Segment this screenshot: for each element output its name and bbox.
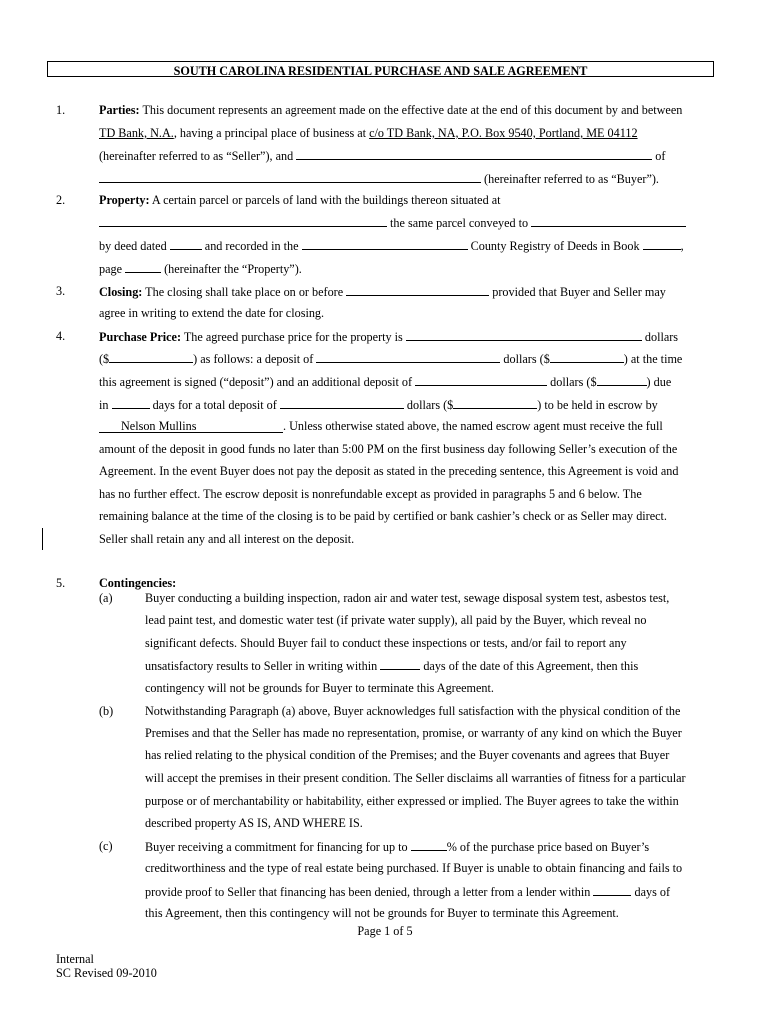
section-2-line-3 xyxy=(99,239,684,252)
item-a-line-5: contingency will not be grounds for Buyer to terminate this Agreement. xyxy=(145,681,494,695)
item-a-line-3: significant defects. Should Buyer fail to conduct these inspections or tests, and/or fail to report any xyxy=(145,636,627,650)
section-5-heading xyxy=(99,577,176,589)
section-1-text: This document represents an agreement made on the effective date at the end of this document by and between xyxy=(142,103,683,117)
price-text: The agreed purchase price for the property is xyxy=(183,330,403,344)
closing-text-2: provided that Buyer and Seller may xyxy=(492,285,666,299)
section-3-number: 3. xyxy=(56,284,66,298)
section-3-line-1 xyxy=(99,285,666,298)
page-number: Page 1 of 5 xyxy=(357,924,413,938)
recorded-label: and recorded in the xyxy=(204,239,299,253)
section-4-line-3 xyxy=(99,375,671,388)
section-1-number: 1. xyxy=(56,103,66,117)
section-1-mid: , having a principal place of business at xyxy=(173,126,370,140)
section-1-line-1 xyxy=(99,104,682,116)
section-4-line-9: remaining balance at the time of the closing is to be paid by certified or bank cashier’s check or as Seller may direct. xyxy=(99,509,667,523)
footer-internal: Internal xyxy=(56,952,94,966)
item-c-label: (c) xyxy=(99,839,113,853)
dollars-label-3: dollars ($ xyxy=(550,375,597,389)
seller-name[interactable]: TD Bank, N.A. xyxy=(99,126,174,140)
item-c-text: Buyer receiving a commitment for financing for up to xyxy=(145,840,408,854)
section-1-heading: Parties: xyxy=(99,103,140,117)
item-a-line-1: Buyer conducting a building inspection, radon air and water test, sewage disposal system test, asbestos test, xyxy=(145,591,670,605)
buyer-address-field[interactable] xyxy=(99,172,481,183)
section-1-buyer-ref: (hereinafter referred to as “Buyer”). xyxy=(484,172,659,186)
total-deposit-amount-field[interactable] xyxy=(453,398,537,409)
dollars-label-2: dollars ($ xyxy=(503,352,550,366)
section-4-line-4 xyxy=(99,398,658,411)
days-field[interactable] xyxy=(112,398,150,409)
inspection-days-field[interactable] xyxy=(380,659,420,670)
conveyed-to-field[interactable] xyxy=(531,216,686,227)
financing-days-field[interactable] xyxy=(593,885,631,896)
section-1-of: of xyxy=(655,149,666,163)
deed-dated-label: by deed dated xyxy=(99,239,167,253)
deed-date-field[interactable] xyxy=(170,239,202,250)
item-b-line-1: Notwithstanding Paragraph (a) above, Buyer acknowledges full satisfaction with the physical condition of the xyxy=(145,704,681,718)
in-label: in xyxy=(99,398,109,412)
at-time-label: ) at the time xyxy=(623,352,683,366)
section-4-heading: Purchase Price: xyxy=(99,330,182,344)
section-2-heading: Property: xyxy=(99,193,150,207)
item-a-label: (a) xyxy=(99,591,113,605)
escrow-text: ) to be held in escrow by xyxy=(537,398,658,412)
item-b-line-5: purpose or of merchantability or habitability, either expressed or implied. The Buyer agrees to take the within xyxy=(145,794,679,808)
due-label: ) due xyxy=(646,375,672,389)
total-deposit-text: days for a total deposit of xyxy=(152,398,277,412)
book-field[interactable] xyxy=(643,239,681,250)
deposit-amount-field[interactable] xyxy=(550,352,624,363)
section-4-line-5 xyxy=(99,420,663,433)
item-c-line-2: creditworthiness and the type of real estate being purchased. If Buyer is unable to obtain financing and fails to xyxy=(145,861,683,875)
item-a-line-2: lead paint test, and domestic water test (if private water supply), all paid by the Buyer, which reveal no xyxy=(145,613,647,627)
title-box xyxy=(47,61,714,77)
item-b-label: (b) xyxy=(99,704,114,718)
section-3-heading: Closing: xyxy=(99,285,143,299)
deposit-words-field[interactable] xyxy=(316,352,500,363)
item-a-text: unsatisfactory results to Seller in writing within xyxy=(145,659,378,673)
document-title: SOUTH CAROLINA RESIDENTIAL PURCHASE AND SALE AGREEMENT xyxy=(173,64,588,78)
section-1-line-4 xyxy=(99,172,659,185)
section-2-text: A certain parcel or parcels of land with the buildings thereon situated at xyxy=(151,193,501,207)
section-1-line-3 xyxy=(99,149,665,162)
purchase-price-amount-field[interactable] xyxy=(109,352,193,363)
dollars-label: dollars xyxy=(644,330,679,344)
additional-deposit-amount-field[interactable] xyxy=(597,375,647,386)
additional-deposit-text: this agreement is signed (“deposit”) and an additional deposit of xyxy=(99,375,413,389)
purchase-price-words-field[interactable] xyxy=(406,330,642,341)
buyer-name-field[interactable] xyxy=(296,149,652,160)
item-c-line-3 xyxy=(145,885,670,898)
section-1-line-2 xyxy=(99,127,638,139)
closing-text: The closing shall take place on or before xyxy=(145,285,344,299)
escrow-text-2: . Unless otherwise stated above, the named escrow agent must receive the full xyxy=(283,419,663,433)
footer-revised: SC Revised 09-2010 xyxy=(56,966,157,980)
property-ref: (hereinafter the “Property”). xyxy=(164,262,302,276)
item-c-line-4: this Agreement, then this contingency will not be grounds for Buyer to terminate this Agreement. xyxy=(145,906,619,920)
financing-percent-field[interactable] xyxy=(411,840,447,851)
county-field[interactable] xyxy=(302,239,468,250)
section-4-line-6: amount of the deposit in good funds no later than 5:00 PM on the first business day following Seller’s execution of the xyxy=(99,442,678,456)
section-3-line-2: agree in writing to extend the date for closing. xyxy=(99,306,325,320)
item-b-line-4: will accept the premises in their present condition. The Seller disclaims all warranties of fitness for a particular xyxy=(145,771,686,785)
item-c-line-1 xyxy=(145,840,649,853)
escrow-agent-field[interactable]: Nelson Mullins xyxy=(99,420,283,433)
item-a-line-4 xyxy=(145,659,638,672)
dollar-sign: ($ xyxy=(99,352,110,366)
section-5-number: 5. xyxy=(56,576,66,590)
item-c-text-2: % of the purchase price based on Buyer’s xyxy=(446,840,650,854)
section-2-line-4 xyxy=(99,262,302,275)
registry-label: County Registry of Deeds in Book xyxy=(470,239,640,253)
item-b-line-3: has relied relating to the physical condition of the Premises; and the Buyer covenants and agrees that Buyer xyxy=(145,748,670,762)
item-b-line-2: Premises and that the Seller has made no representation, promise, or warranty of any kind on which the Buyer xyxy=(145,726,682,740)
total-deposit-words-field[interactable] xyxy=(280,398,404,409)
comma: , xyxy=(680,239,684,253)
section-2-line-1 xyxy=(99,194,501,206)
item-c-text-3: provide proof to Seller that financing has been denied, through a letter from a lender within xyxy=(145,885,591,899)
seller-address[interactable]: c/o TD Bank, NA, P.O. Box 9540, Portland, ME 04112 xyxy=(369,126,638,140)
property-location-field[interactable] xyxy=(99,216,387,227)
item-a-text-2: days of the date of this Agreement, then this xyxy=(423,659,639,673)
revision-bar xyxy=(42,528,43,550)
item-b-line-6: described property AS IS, AND WHERE IS. xyxy=(145,816,363,830)
section-4-number: 4. xyxy=(56,329,66,343)
contingencies-heading: Contingencies: xyxy=(99,576,177,590)
page-field[interactable] xyxy=(125,262,161,273)
section-4-line-8: has no further effect. The escrow deposit is nonrefundable except as provided in paragraphs 5 and 6 below. The xyxy=(99,487,642,501)
dollars-label-4: dollars ($ xyxy=(406,398,454,412)
section-4-line-2 xyxy=(99,352,682,365)
section-4-line-10: Seller shall retain any and all interest on the deposit. xyxy=(99,532,355,546)
item-c-text-4: days of xyxy=(634,885,671,899)
section-4-line-1 xyxy=(99,330,678,343)
section-4-line-7: Agreement. In the event Buyer does not pay the deposit as stated in the preceding sentence, this Agreement is void and xyxy=(99,464,679,478)
deposit-text: ) as follows: a deposit of xyxy=(193,352,314,366)
section-1-seller-ref: (hereinafter referred to as “Seller”), and xyxy=(99,149,294,163)
additional-deposit-words-field[interactable] xyxy=(415,375,547,386)
closing-date-field[interactable] xyxy=(346,285,489,296)
section-2-conveyed: the same parcel conveyed to xyxy=(390,216,529,230)
page-label: page xyxy=(99,262,123,276)
section-2-number: 2. xyxy=(56,193,66,207)
section-2-line-2 xyxy=(99,216,686,229)
